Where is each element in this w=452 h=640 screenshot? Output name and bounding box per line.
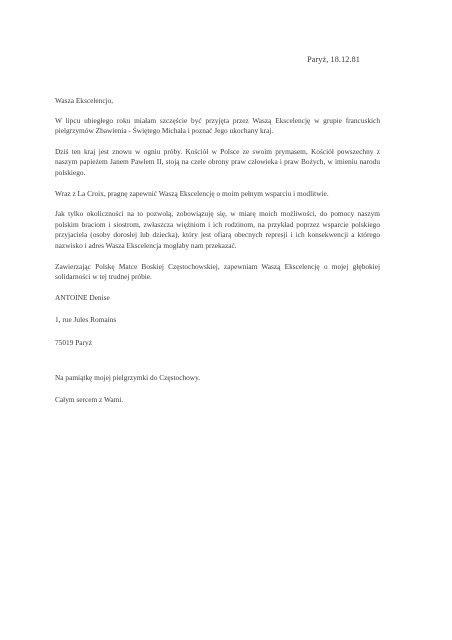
letter-paragraph-2: Dziś ten kraj jest znowu w ogniu próby. Kościół w Polsce ze swoim prymasem, Kościół powszechny z naszym papieżem Janem Pawłem II, stoją na czele obrony praw człowieka i praw Bożych, w imieniu narodu polskiego. [55, 146, 380, 177]
signature-city: 75019 Paryż [55, 337, 92, 347]
postscript-line-2: Całym sercem z Wami. [55, 395, 124, 405]
letter-paragraph-3: Wraz z La Croix, pragnę zapewnić Waszą Ekscelencję o moim pełnym wsparciu i modlitwie. [55, 188, 329, 198]
letter-paragraph-4: Jak tylko okoliczności na to pozwolą, zobowiązuję się, w miarę moich możliwości, do pomocy naszym polskim braciom i siostrom, zwłaszcza więźniom i ich rodzinom, na przykład poprzez wsparcie polskiego przyjaciela (osoby dorosłej lub dziecka), który jest ofiarą obecnych represji i ich konsekwencji a którego nazwisko i adres Wasza Ekscelencja mogłaby nam przekazać. [55, 209, 380, 250]
letter-greeting: Wasza Ekscelencjo, [55, 96, 114, 105]
signature-name: ANTOINE Denise [55, 292, 110, 302]
postscript-line-1: Na pamiątkę mojej pielgrzymki do Częstochowy. [55, 372, 201, 382]
letter-paragraph-1: W lipcu ubiegłego roku miałam szczęście być przyjęta przez Waszą Ekscelencję w grupie francuskich pielgrzymów Zbawienia - Świętego Michała i poznać Jego ukochany kraj. [55, 115, 380, 136]
signature-street: 1, rue Jules Romains [55, 315, 117, 325]
letter-body [55, 96, 380, 418]
letter-paragraph-5: Zawierzając Polskę Matce Boskiej Częstochowskiej, zapewniam Waszą Ekscelencję o mojej głębokiej solidarności w tej trudnej próbie. [55, 261, 380, 282]
letter-date: Paryż, 18.12.81 [307, 55, 360, 64]
